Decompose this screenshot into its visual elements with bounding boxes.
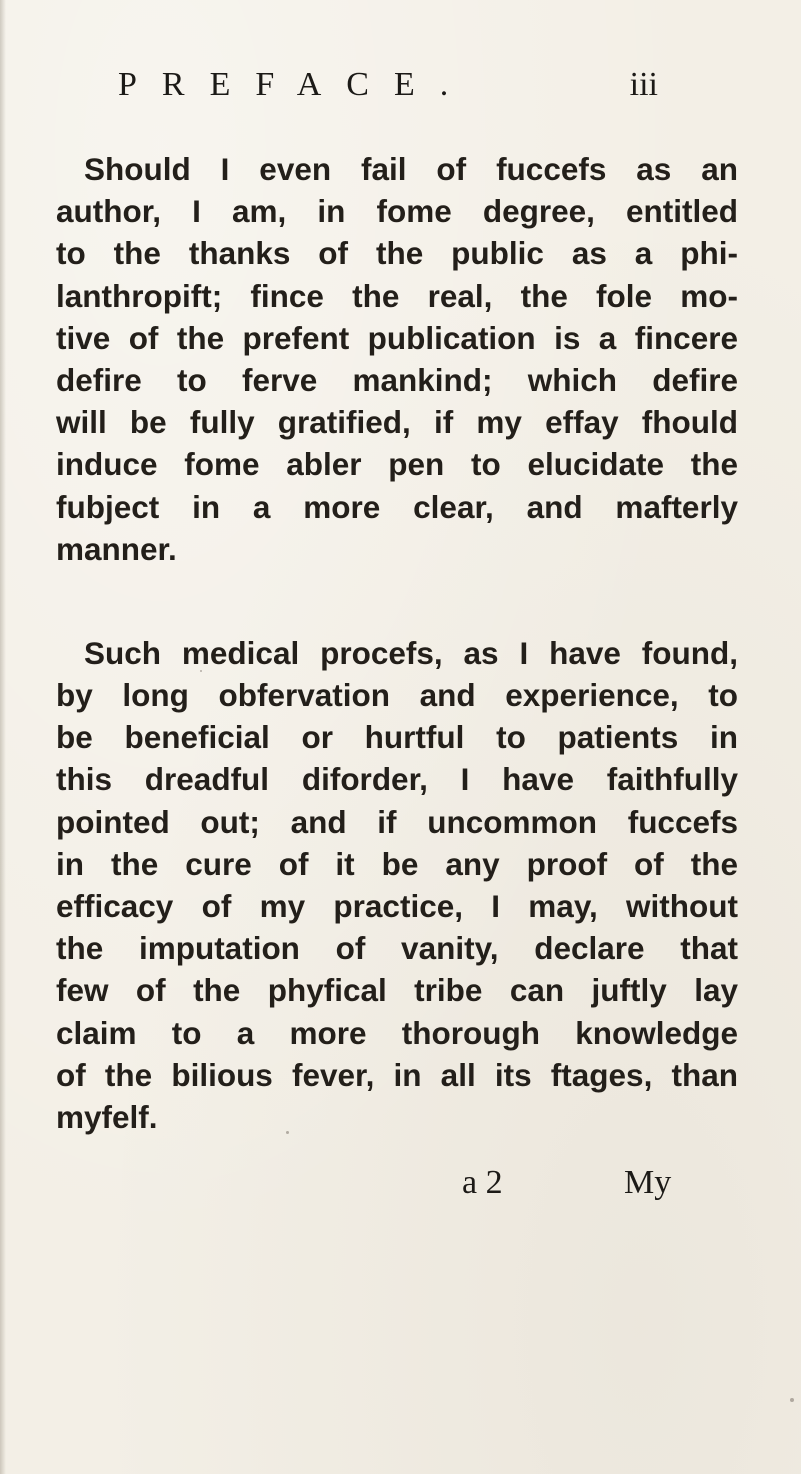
paper-speck xyxy=(790,1398,794,1402)
text-line: to the thanks of the public as a phi- xyxy=(56,235,738,272)
text-line: manner. xyxy=(56,530,177,567)
text-line: author, I am, in fome degree, entitled xyxy=(56,193,738,230)
text-line: Should I even fail of fuccefs as an xyxy=(84,151,738,187)
text-line: the imputation of vanity, declare that xyxy=(56,930,738,967)
text-line: will be fully gratified, if my effay fhould xyxy=(56,404,738,441)
text-line: myfelf. xyxy=(56,1098,158,1135)
text-line: claim to a more thorough knowledge xyxy=(56,1014,738,1051)
page-number: iii xyxy=(629,66,658,103)
text-line: pointed out; and if uncommon fuccefs xyxy=(56,803,738,840)
text-line: fubject in a more clear, and mafterly xyxy=(56,488,738,525)
text-line: this dreadful diforder, I have faithfully xyxy=(56,761,738,798)
text-line: lanthropift; fince the real, the fole mo- xyxy=(56,277,738,314)
text-line: efficacy of my practice, I may, without xyxy=(56,888,738,924)
text-line: of the bilious fever, in all its ftages, than xyxy=(56,1056,738,1093)
text-line: be beneficial or hurtful to patients in xyxy=(56,719,738,756)
paragraph-2 xyxy=(56,632,738,1138)
catchword: My xyxy=(624,1164,672,1201)
text-line: induce fome abler pen to elucidate the xyxy=(56,446,738,483)
text-line: few of the phyfical tribe can juftly lay xyxy=(56,972,738,1009)
body-text xyxy=(56,148,738,1138)
running-title: PREFACE. xyxy=(118,66,474,103)
page-footer xyxy=(0,1158,801,1208)
paper-speck xyxy=(286,1131,289,1134)
text-line: tive of the prefent publication is a fincere xyxy=(56,319,738,356)
paragraph-gap xyxy=(56,570,738,632)
paper-speck xyxy=(200,670,202,672)
text-line: defire to ferve mankind; which defire xyxy=(56,361,738,398)
running-head xyxy=(118,60,658,110)
text-line: by long obfervation and experience, to xyxy=(56,677,738,714)
page-gutter-shadow xyxy=(0,0,6,1474)
text-line: in the cure of it be any proof of the xyxy=(56,845,738,882)
text-line: Such medical procefs, as I have found, xyxy=(84,634,738,671)
signature-mark: a 2 xyxy=(462,1164,503,1201)
paragraph-1 xyxy=(56,148,738,570)
